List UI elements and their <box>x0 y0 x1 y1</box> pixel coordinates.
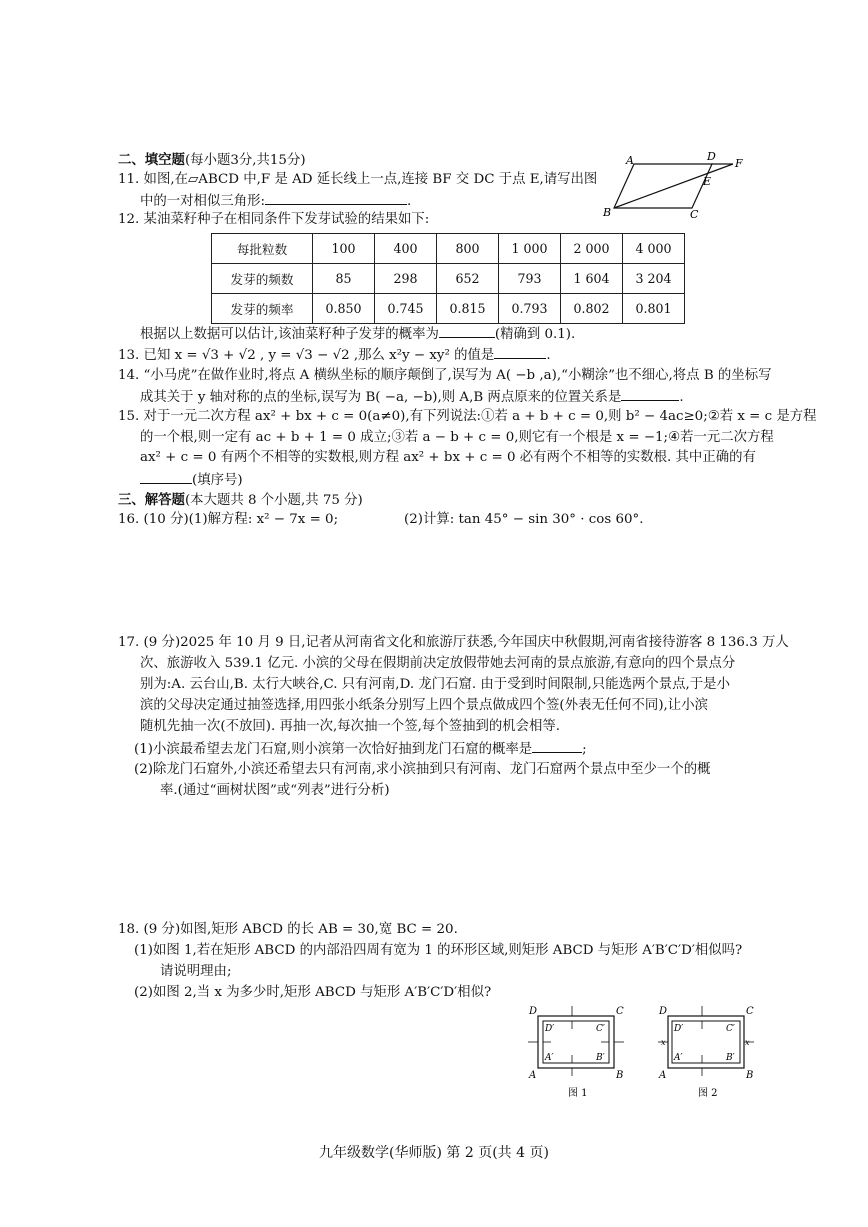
table-cell: 652 <box>437 264 499 294</box>
answer-blank[interactable] <box>265 190 407 205</box>
table-row <box>212 294 685 324</box>
question-13 <box>118 344 551 366</box>
question-17-line2: 次、旅游收入 539.1 亿元. 小滨的父母在假期前决定放假带她去河南的景点旅游,有意向的四个景点分 <box>140 656 736 671</box>
table-cell: 0.801 <box>623 294 685 324</box>
answer-blank[interactable] <box>140 469 192 484</box>
question-11-line1: 11. 如图,在▱ABCD 中,F 是 AD 延长线上一点,连接 BF 交 DC 于点 E,请写出图 <box>118 172 598 187</box>
question-18-sub1-line2: 请说明理由; <box>160 964 232 979</box>
table-cell: 0.815 <box>437 294 499 324</box>
question-14-prompt: 成其关于 y 轴对称的点的坐标,误写为 B( −a, −b),则 A,B 两点原来的位置关系是 <box>140 390 622 405</box>
table-cell: 0.850 <box>313 294 375 324</box>
label-c: C <box>746 1006 754 1017</box>
section-note: (每小题3分,共15分) <box>184 153 306 168</box>
question-13-end: . <box>546 348 551 363</box>
table-cell: 100 <box>313 234 375 264</box>
label-b-prime: B′ <box>726 1053 735 1063</box>
table-cell: 0.793 <box>499 294 561 324</box>
question-17-line5: 随机先抽一次(不放回). 再抽一次,每次抽一个签,每个签抽到的机会相等. <box>140 719 561 734</box>
table-row-header: 发芽的频率 <box>212 294 313 324</box>
question-11-line2 <box>140 190 411 212</box>
label-a: A <box>529 1070 537 1081</box>
section-title: 三、解答题 <box>118 492 185 508</box>
label-c-prime: C′ <box>596 1024 605 1034</box>
table-row-header: 发芽的频数 <box>212 264 313 294</box>
figure-caption: 图 1 <box>568 1088 588 1099</box>
label-d: D <box>529 1006 538 1017</box>
question-15-line1: 15. 对于一元二次方程 ax² + bx + c = 0(a≠0),有下列说法:①若 a + b + c = 0,则 b² − 4ac≥0;②若 x = c 是方程 <box>118 409 817 424</box>
label-a-prime: A′ <box>545 1053 554 1063</box>
figure-2 <box>656 1004 760 1100</box>
table-cell: 298 <box>375 264 437 294</box>
table-row <box>212 264 685 294</box>
question-15-fill-hint: (填序号) <box>192 473 243 488</box>
section-heading <box>118 490 363 511</box>
label-e: E <box>703 175 712 188</box>
label-a: A <box>626 154 634 167</box>
table-cell: 4 000 <box>623 234 685 264</box>
question-12-precision: (精确到 0.1). <box>494 327 576 342</box>
question-18-line1: 18. (9 分)如图,矩形 ABCD 的长 AB = 30,宽 BC = 20. <box>118 922 458 937</box>
line-bf <box>614 164 733 208</box>
question-15-line2: 的一个根,则一定有 ac + b + 1 = 0 成立;③若 a − b + c = 0,则它有一个根是 x = −1;④若一元二次方程 <box>140 430 774 445</box>
table-cell: 0.745 <box>375 294 437 324</box>
question-12-intro: 12. 某油菜籽种子在相同条件下发芽试验的结果如下: <box>118 212 430 227</box>
table-cell: 2 000 <box>561 234 623 264</box>
question-16-part1: 16. (10 分)(1)解方程: x² − 7x = 0; <box>118 512 339 527</box>
question-11-prompt: 中的一对相似三角形: <box>140 194 266 209</box>
table-row-header: 每批粒数 <box>212 234 313 264</box>
question-15-line4 <box>140 469 243 491</box>
label-x-left: x <box>661 1038 666 1047</box>
parallelogram-abcd <box>614 164 712 208</box>
table-cell: 0.802 <box>561 294 623 324</box>
table-cell: 3 204 <box>623 264 685 294</box>
question-12-answer-line <box>140 323 575 345</box>
table-cell: 400 <box>375 234 437 264</box>
question-18-sub2: (2)如图 2,当 x 为多少时,矩形 ABCD 与矩形 A′B′C′D′相似? <box>134 985 492 1000</box>
figure-1 <box>526 1004 630 1100</box>
table-cell: 85 <box>313 264 375 294</box>
label-a: A <box>659 1070 667 1081</box>
table-cell: 793 <box>499 264 561 294</box>
label-c: C <box>690 208 699 221</box>
answer-blank[interactable] <box>439 323 495 338</box>
section-heading <box>118 150 306 171</box>
question-14-line2 <box>140 386 684 408</box>
section-title: 二、填空题 <box>118 152 185 168</box>
label-b: B <box>746 1070 754 1081</box>
label-f: F <box>735 157 743 170</box>
label-b-prime: B′ <box>596 1053 605 1063</box>
question-13-prompt: 13. 已知 x = √3 + √2 , y = √3 − √2 ,那么 x²y − xy² 的值是 <box>118 348 495 363</box>
germination-table <box>211 233 685 324</box>
label-a-prime: A′ <box>674 1053 683 1063</box>
label-b: B <box>616 1070 624 1081</box>
question-17-sub2-line2: 率.(通过“画树状图”或“列表”进行分析) <box>160 783 390 798</box>
answer-blank[interactable] <box>532 738 582 753</box>
question-17-line4: 滨的父母决定通过抽签选择,用四张小纸条分别写上四个景点做成四个签(外表无任何不同),让小滨 <box>140 698 708 713</box>
question-16-part2: (2)计算: tan 45° − sin 30° · cos 60°. <box>404 512 644 527</box>
label-d-prime: D′ <box>674 1024 684 1034</box>
label-d-prime: D′ <box>545 1024 555 1034</box>
label-b: B <box>603 206 612 219</box>
question-17-sub1-prompt: (1)小滨最希望去龙门石窟,则小滨第一次恰好抽到龙门石窟的概率是 <box>134 742 533 757</box>
question-17-line3: 别为:A. 云台山,B. 太行大峡谷,C. 只有河南,D. 龙门石窟. 由于受到时间限制,只能选两个景点,于是小 <box>140 677 730 692</box>
label-c: C <box>616 1006 624 1017</box>
parallelogram-figure <box>600 150 752 222</box>
question-11-end: . <box>407 194 412 209</box>
table-cell: 1 604 <box>561 264 623 294</box>
question-12-prompt: 根据以上数据可以估计,该油菜籽种子发芽的概率为 <box>140 327 439 342</box>
question-15-line3: ax² + c = 0 有两个不相等的实数根,则方程 ax² + bx + c = 0 必有两个不相等的实数根. 其中正确的有 <box>140 450 756 465</box>
answer-blank[interactable] <box>494 344 546 359</box>
label-d: D <box>707 150 716 163</box>
question-17-sub2-line1: (2)除龙门石窟外,小滨还希望去只有河南,求小滨抽到只有河南、龙门石窟两个景点中至少一个的概 <box>134 762 711 777</box>
question-17-sub1-end: ; <box>582 742 587 757</box>
answer-blank[interactable] <box>621 386 679 401</box>
table-cell: 1 000 <box>499 234 561 264</box>
question-17-line1: 17. (9 分)2025 年 10 月 9 日,记者从河南省文化和旅游厅获悉,今年国庆中秋假期,河南省接待游客 8 136.3 万人 <box>118 635 789 650</box>
label-c-prime: C′ <box>726 1024 735 1034</box>
section-note: (本大题共 8 个小题,共 75 分) <box>184 493 363 508</box>
question-14-end: . <box>679 390 684 405</box>
question-17-sub1 <box>134 738 587 760</box>
question-14-line1: 14. “小马虎”在做作业时,将点 A 横纵坐标的顺序颠倒了,误写为 A( −b ,a),“小糊涂”也不细心,将点 B 的坐标写 <box>118 368 772 383</box>
label-x-right: x <box>745 1038 750 1047</box>
figure-caption: 图 2 <box>698 1088 718 1099</box>
label-d: D <box>659 1006 668 1017</box>
table-row <box>212 234 685 264</box>
page-footer: 九年级数学(华师版) 第 2 页(共 4 页) <box>319 1145 549 1161</box>
table-cell: 800 <box>437 234 499 264</box>
question-18-sub1-line1: (1)如图 1,若在矩形 ABCD 的内部沿四周有宽为 1 的环形区域,则矩形 ABCD 与矩形 A′B′C′D′相似吗? <box>134 943 743 958</box>
